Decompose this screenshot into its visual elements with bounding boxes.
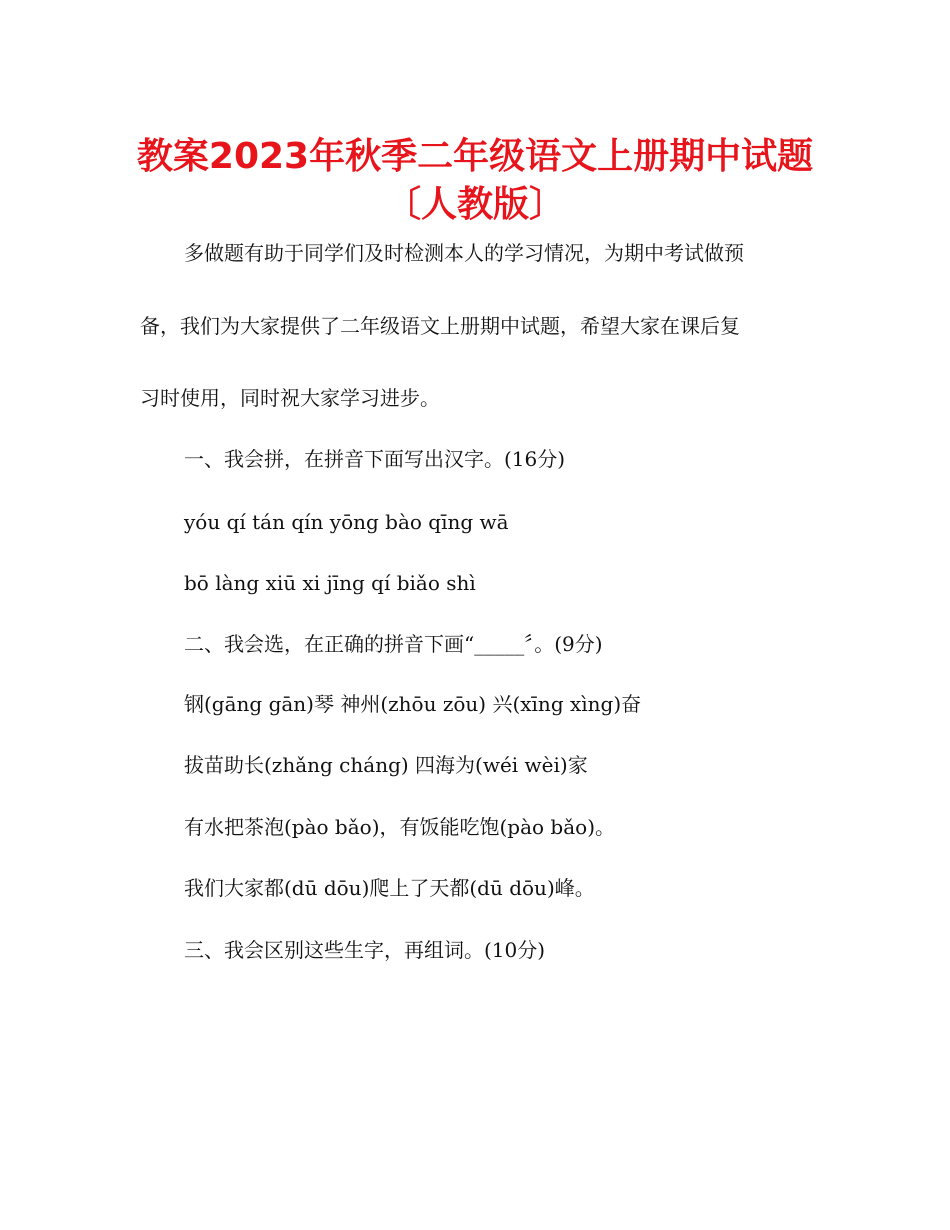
document-title: 教案2023年秋季二年级语文上册期中试题 [136, 136, 814, 177]
section-2-heading: 二、我会选，在正确的拼音下画“_____〞。(9分) [184, 632, 603, 656]
document-subtitle: 〔人教版〕 [384, 184, 565, 225]
choice-item-1: 钢(gāng gān)琴 神州(zhōu zōu) 兴(xīng xìng)奋 [184, 692, 642, 716]
pinyin-row-1: yóu qí tán qín yōng bào qīng wā [184, 510, 509, 534]
choice-item-4: 我们大家都(dū dōu)爬上了天都(dū dōu)峰。 [184, 876, 595, 900]
pinyin-row-2: bō làng xiū xi jīng qí biǎo shì [184, 571, 476, 595]
intro-paragraph-line-2: 备，我们为大家提供了二年级语文上册期中试题，希望大家在课后复 [140, 314, 740, 338]
intro-paragraph-line-1: 多做题有助于同学们及时检测本人的学习情况，为期中考试做预 [184, 241, 744, 265]
section-1-heading: 一、我会拼，在拼音下面写出汉字。(16分) [184, 447, 566, 471]
choice-item-2: 拔苗助长(zhǎng cháng) 四海为(wéi wèi)家 [184, 753, 588, 777]
choice-item-3: 有水把茶泡(pào bǎo)，有饭能吃饱(pào bǎo)。 [184, 815, 615, 839]
section-3-heading: 三、我会区别这些生字，再组词。(10分) [184, 938, 546, 962]
intro-paragraph-line-3: 习时使用，同时祝大家学习进步。 [140, 386, 440, 410]
